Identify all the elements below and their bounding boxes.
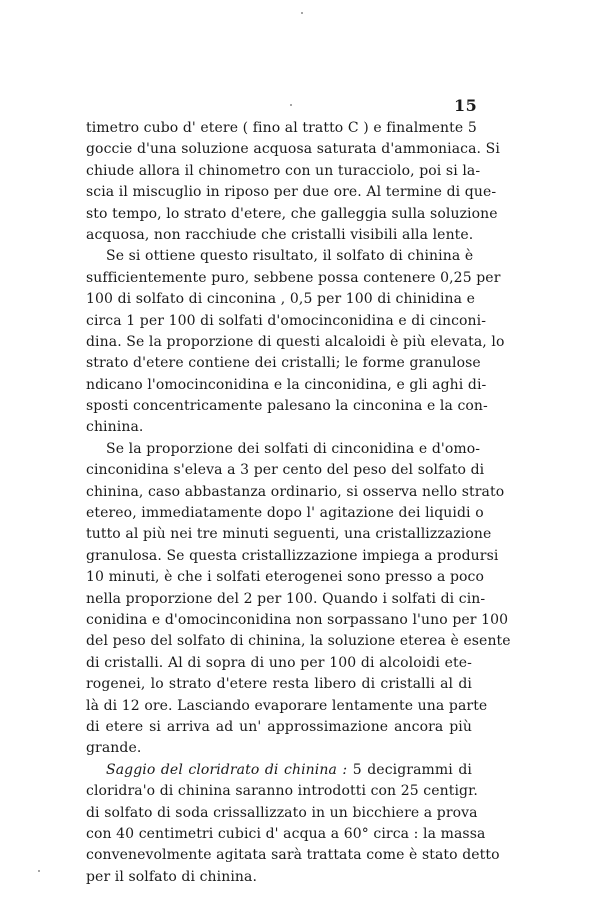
page-number: 15 [454,96,478,115]
text-line: là di 12 ore. Lasciando evaporare lentamente una parte [86,697,488,714]
text-line: acquosa, non racchiude che cristalli visibili alla lente. [86,226,474,243]
text-line: di solfato di soda crissallizzato in un bicchiere a prova [86,804,478,821]
text-line: del peso del solfato di chinina, la soluzione eterea è esente [86,633,511,650]
text-line: Se la proporzione dei solfati di cinconidina e d'omo- [106,440,481,457]
text-line: di cristalli. Al di sopra di uno per 100 di alcoloidi ete- [86,654,472,671]
text-line: Se si ottiene questo risultato, il solfato di chinina è [106,248,474,265]
text-line: nella proporzione del 2 per 100. Quando i solfati di cin- [86,590,486,607]
text-line: 10 minuti, è che i solfati eterogenei sono presso a poco [86,569,485,586]
text-line: chinina, caso abbastanza ordinario, si osserva nello strato [86,483,505,500]
text-line: dina. Se la proporzione di questi alcaloidi è più elevata, lo [86,333,505,350]
text-line: etereo, immediatamente dopo l' agitazione dei liquidi o [86,505,484,522]
text-line: tutto al più nei tre minuti seguenti, una cristallizzazione [86,526,492,543]
paragraph-2 [86,246,505,439]
text-line: 100 di solfato di cinconina , 0,5 per 100 di chinidina e [86,291,476,308]
text-line: cinconidina s'eleva a 3 per cento del peso del solfato di [86,462,485,479]
text-line: strato d'etere contiene dei cristalli; le forme granulose [86,355,481,372]
paragraph-4 [86,760,500,888]
heading-continuation: 5 decigrammi di [347,761,472,778]
text-line: ndicano l'omocinconidina e la cinconidina, e gli aghi di- [86,376,487,393]
text-line: grande. [86,740,142,757]
text-line: cloridra'o di chinina saranno introdotti con 25 centigr. [86,783,478,800]
scan-speck [38,870,40,872]
text-line: scia il miscuglio in riposo per due ore. Al termine di que- [86,184,497,201]
text-line: circa 1 per 100 di solfati d'omocinconidina e di cinconi- [86,312,487,329]
body-text [86,118,511,888]
text-line: sufficientemente puro, sebbene possa contenere 0,25 per [86,269,501,286]
text-line: goccie d'una soluzione acquosa saturata d'ammoniaca. Si [86,141,500,158]
text-line: granulosa. Se questa cristallizzazione impiega a prodursi [86,547,499,564]
section-heading: Saggio del cloridrato di chinina : [106,761,348,778]
text-line: di etere si arriva ad un' approssimazione ancora più [86,718,472,735]
text-line: chiude allora il chinometro con un turacciolo, poi si la- [86,162,481,179]
text-line: per il solfato di chinina. [86,868,258,885]
text-line: chinina. [86,419,144,436]
text-line: rogenei, lo strato d'etere resta libero di cristalli al di [86,676,472,693]
scan-speck [301,12,303,14]
text-line [86,760,472,781]
paragraph-3 [86,439,511,760]
text-line: con 40 centimetri cubici d' acqua a 60° circa : la massa [86,825,486,842]
text-line: sposti concentricamente palesano la cinconina e la con- [86,398,488,415]
paragraph-1 [86,118,500,246]
text-line: sto tempo, lo strato d'etere, che galleggia sulla soluzione [86,205,498,222]
text-line: convenevolmente agitata sarà trattata come è stato detto [86,847,500,864]
text-line: timetro cubo d' etere ( fino al tratto C ) e finalmente 5 [86,120,477,136]
scan-speck [290,104,292,106]
text-line: conidina e d'omocinconidina non sorpassano l'uno per 100 [86,611,509,628]
